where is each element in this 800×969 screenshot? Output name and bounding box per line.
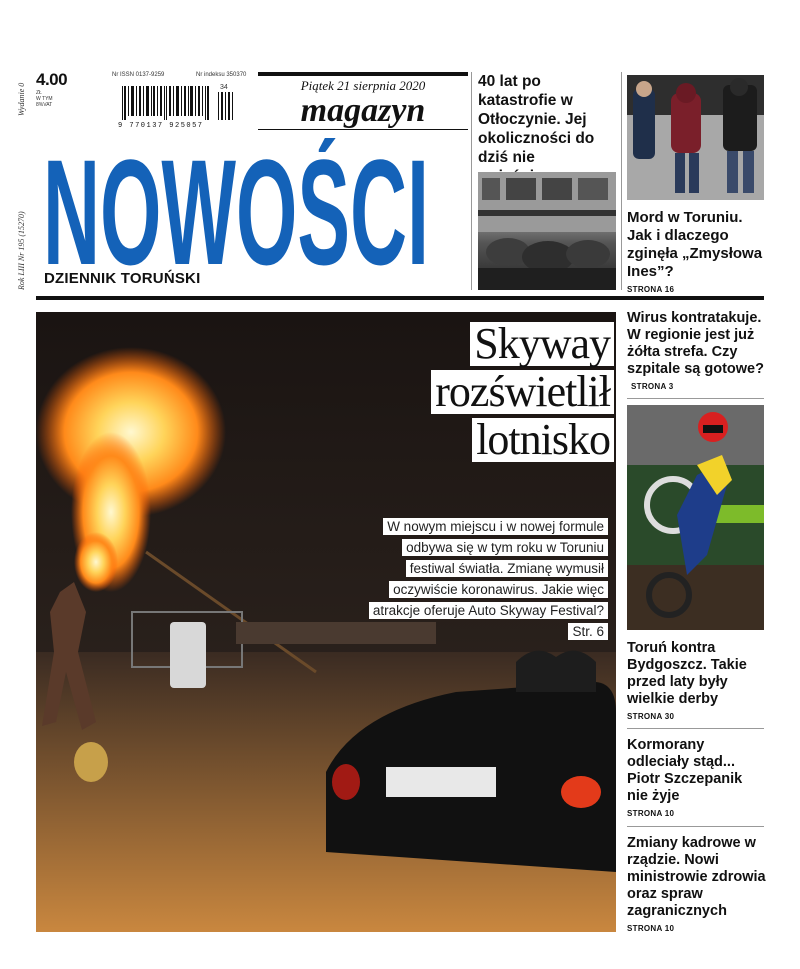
story-page-ref: STRONA 10	[627, 924, 675, 933]
arrest-photo-icon	[627, 75, 764, 200]
story-title: Toruń kontra Bydgoszcz. Takie przed laty były wielkie derby	[627, 640, 747, 707]
index-code: Nr indeksu 350370	[196, 72, 247, 78]
story-page-ref: STRONA 3	[631, 382, 674, 391]
speedway-photo	[627, 405, 764, 630]
story-title: Zmiany kadrowe w rządzie. Nowi ministrowie zdrowia oraz spraw zagranicznych	[627, 835, 766, 919]
issue-date: Piątek 21 sierpnia 2020	[300, 78, 426, 93]
story-title: Wirus kontratakuje. W regionie jest już żółta strefa. Czy szpitale są gotowe?	[627, 310, 764, 377]
price-value: 4.00	[36, 70, 68, 89]
magazyn-banner[interactable]	[258, 72, 468, 130]
column-divider	[471, 72, 472, 290]
train-crash-photo	[478, 172, 616, 290]
hero-story[interactable]	[36, 312, 616, 932]
story-divider	[627, 728, 764, 729]
masthead-rule	[36, 296, 764, 300]
hero-headline-line: lotnisko	[472, 418, 614, 462]
story-page-ref: STRONA 10	[627, 809, 675, 818]
masthead-logo	[40, 138, 432, 268]
story-title: Kormorany odleciały stąd... Piotr Szczepanik nie żyje	[627, 737, 743, 804]
price-block	[36, 70, 67, 108]
barcode-addon: 34	[220, 84, 228, 91]
edition-label: Wydanie 0	[17, 82, 26, 116]
barcode	[118, 84, 238, 130]
arrest-photo	[627, 75, 764, 200]
issn-code: Nr ISSN 0137-9259	[112, 72, 165, 78]
story-wirus[interactable]	[627, 310, 767, 391]
train-photo-icon	[478, 172, 616, 290]
barcode-digits: 9 770137 925057	[118, 122, 204, 130]
hero-headline-line: rozświetlił	[431, 370, 614, 414]
story-title: 40 lat po katastrofie w Otłoczynie. Jej okoliczności do dziś nie	[478, 73, 595, 166]
story-szczepanik[interactable]	[627, 737, 767, 818]
column-divider	[621, 72, 622, 290]
hero-lead-text: W nowym miejscu i w nowej formule odbywa się w tym roku w Toruniu festiwal światła. Zmianę wymusił oczywiście koronawirus. Jakie więc atrakcje oferuje Auto Skyway Festival? Str. 6	[369, 518, 608, 640]
magazyn-title: magazyn	[300, 92, 426, 129]
story-derby[interactable]	[627, 640, 767, 721]
hero-headline	[431, 319, 614, 466]
hero-lead	[360, 516, 608, 642]
story-title: Mord w Toruniu. Jak i dlaczego zginęła „Zmysłowa Ines”?	[627, 209, 763, 280]
story-divider	[627, 826, 764, 827]
barcode-icon	[118, 86, 238, 122]
story-page-ref: STRONA 16	[627, 285, 675, 294]
speedway-rider-icon	[627, 405, 764, 630]
story-page-ref: STRONA 30	[627, 712, 675, 721]
hero-headline-line: Skyway	[470, 322, 614, 366]
story-rzad[interactable]	[627, 835, 767, 933]
story-divider	[627, 398, 764, 399]
price-vat: ZŁ W TYM 8%VAT	[36, 90, 53, 108]
masthead-title: NOWOŚCI	[43, 138, 429, 268]
masthead-subtitle: DZIENNIK TORUŃSKI	[44, 270, 201, 287]
masthead	[40, 138, 432, 287]
story-zmyslowa-ines[interactable]	[627, 209, 767, 294]
issue-number: Rok LIII Nr 195 (15270)	[17, 211, 26, 290]
